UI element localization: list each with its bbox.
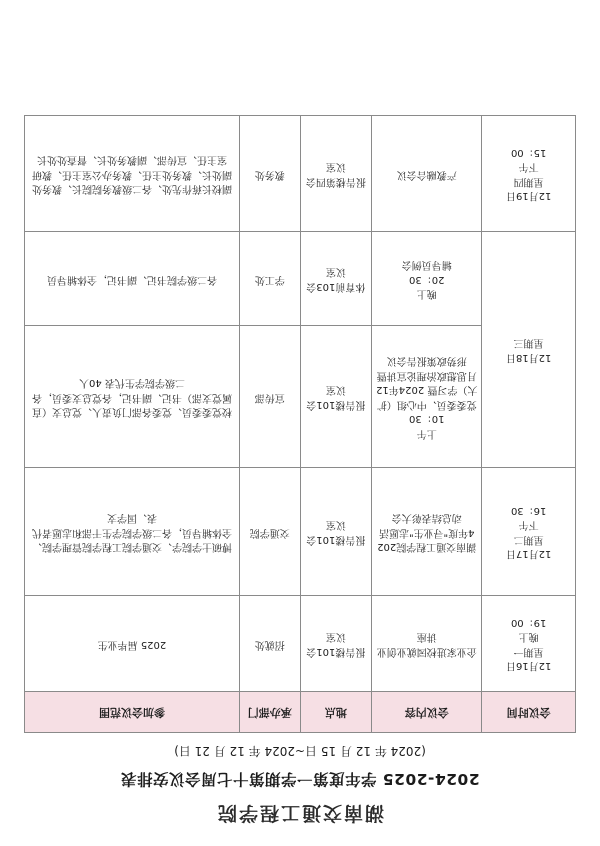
cell-time-week: 星期三 bbox=[513, 337, 544, 349]
cell-department: 招就处 bbox=[239, 596, 300, 692]
table-row bbox=[25, 596, 576, 692]
column-header-content: 会议内容 bbox=[372, 692, 482, 733]
cell-content: 产教融合会议 bbox=[372, 116, 482, 232]
cell-time-period: 上午 bbox=[416, 428, 437, 439]
cell-place: 报告楼101会议室 bbox=[300, 468, 372, 596]
cell-time-period: 下午 bbox=[518, 519, 539, 531]
table-row bbox=[25, 116, 576, 232]
cell-time-period: 下午 bbox=[518, 161, 539, 173]
cell-place: 报告楼101会议室 bbox=[300, 326, 372, 468]
cell-place: 体育前103会议室 bbox=[300, 232, 372, 326]
cell-content-text: 辅导员例会 bbox=[401, 259, 452, 271]
meeting-schedule-table bbox=[24, 115, 576, 733]
cell-attendees: 副校长蒋作先处、各二级教务院院长、教务处副处长、教务处主任、教务办公室主任、教研室主任、宣传部、副教务处长、督查处处长 bbox=[25, 116, 240, 232]
cell-place: 报告楼第四会议室 bbox=[300, 116, 372, 232]
cell-content-text: 党委委员、中心组（扩大）学习暨 2024年12月思想政治理论宣讲暨形势政策报告会议 bbox=[376, 355, 478, 410]
cell-department: 教务处 bbox=[239, 116, 300, 232]
cell-content bbox=[372, 232, 482, 326]
cell-department: 交通学院 bbox=[239, 468, 300, 596]
cell-time bbox=[482, 116, 576, 232]
cell-place: 报告楼101会议室 bbox=[300, 596, 372, 692]
cell-attendees: 校党委委员、党委各部门负责人、党总支（直属党支部）书记、副书记，各党总支委员，各二级学院学生代表 40人 bbox=[25, 326, 240, 468]
cell-time-date: 12月16日 bbox=[505, 660, 552, 672]
table-row bbox=[25, 326, 576, 468]
column-header-place: 地点 bbox=[300, 692, 372, 733]
cell-time-date: 12月17日 bbox=[505, 548, 552, 560]
table-header-row bbox=[25, 692, 576, 733]
cell-department: 学工处 bbox=[239, 232, 300, 326]
document-header bbox=[24, 743, 576, 828]
cell-time-clock: 20：30 bbox=[409, 273, 445, 285]
cell-time-date: 12月19日 bbox=[505, 190, 552, 202]
cell-time-period: 晚上 bbox=[518, 631, 539, 643]
cell-time-date: 12月18日 bbox=[505, 352, 552, 363]
cell-time-clock: 15：00 bbox=[510, 147, 547, 158]
cell-time-week: 星期四 bbox=[513, 176, 544, 187]
cell-content: 湖南交通工程学院2024年度"寻业生"志愿活动总结表彰大会 bbox=[372, 468, 482, 596]
cell-time-period: 晚上 bbox=[416, 288, 437, 300]
cell-time-clock: 19：00 bbox=[510, 617, 547, 628]
cell-time bbox=[482, 468, 576, 596]
cell-time-week: 星期二 bbox=[513, 534, 544, 545]
cell-time-clock: 10：30 bbox=[409, 413, 445, 425]
cell-content bbox=[372, 326, 482, 468]
cell-time bbox=[482, 232, 576, 468]
organization-title: 湖南交通工程学院 bbox=[216, 802, 385, 824]
column-header-attendees: 参加会议范围 bbox=[25, 692, 240, 733]
cell-time-week: 星期一 bbox=[513, 646, 544, 657]
cell-attendees: 各二级学院书记、副书记，全体辅导员 bbox=[25, 232, 240, 326]
document-date-range: (2024 年 12 月 15 日~2024 年 12 月 21 日) bbox=[174, 744, 426, 758]
cell-content: 企业家进校园就业创业讲座 bbox=[372, 596, 482, 692]
cell-department: 宣传部 bbox=[239, 326, 300, 468]
cell-time bbox=[482, 596, 576, 692]
cell-attendees: 博硕士学院学、交通学院工程学院管理学院、全体辅导员，各二级学院学生干部和志愿者代表、国学支 bbox=[25, 468, 240, 596]
column-header-time: 会议时间 bbox=[482, 692, 576, 733]
cell-attendees: 2025 届毕业生 bbox=[25, 596, 240, 692]
table-row bbox=[25, 468, 576, 596]
cell-time-clock: 16：30 bbox=[510, 505, 547, 516]
document-title: 2024-2025 学年度第一学期第十七周会议安排表 bbox=[120, 770, 480, 788]
column-header-department: 承办部门 bbox=[239, 692, 300, 733]
